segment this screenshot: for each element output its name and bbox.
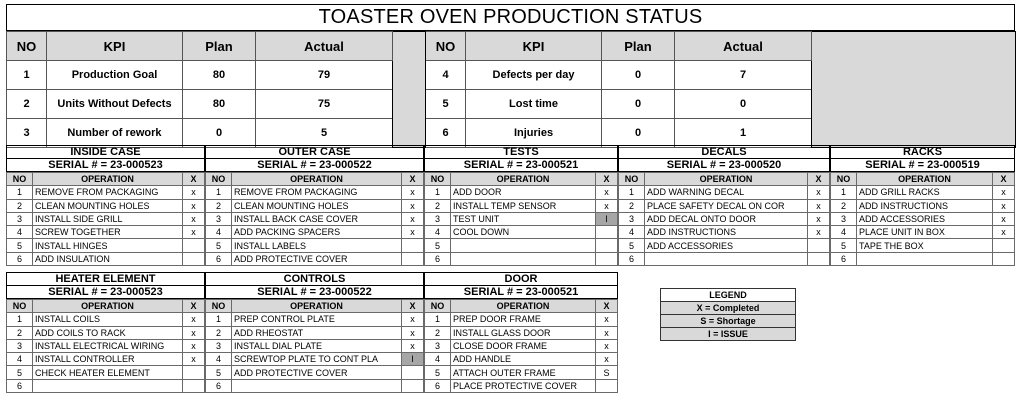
- serial-number: SERIAL # = 23-000522: [205, 285, 424, 299]
- operation-status: x: [183, 226, 205, 239]
- operation-number: 3: [425, 212, 451, 225]
- table-row: [206, 239, 424, 252]
- operation-status: [993, 252, 1015, 265]
- operation-number: 1: [619, 186, 645, 199]
- operation-number: 1: [425, 186, 451, 199]
- operation-name: PLACE UNIT IN BOX: [857, 226, 993, 239]
- operations-header-row: [206, 173, 424, 186]
- kpi-name: Number of rework: [47, 119, 183, 148]
- operation-status: [402, 252, 424, 265]
- operation-number: 5: [206, 366, 232, 379]
- operation-name: [33, 379, 183, 392]
- operation-number: 5: [619, 239, 645, 252]
- serial-number: SERIAL # = 23-000520: [618, 158, 830, 172]
- operation-number: 3: [206, 339, 232, 352]
- operation-status: x: [596, 353, 618, 366]
- section-controls: [205, 272, 424, 393]
- operation-status: [596, 226, 618, 239]
- kpi-no: 4: [426, 61, 466, 90]
- table-row: [425, 199, 618, 212]
- operation-number: 6: [425, 379, 451, 392]
- operation-name: ADD ACCESSORIES: [645, 239, 808, 252]
- table-row: [619, 199, 830, 212]
- operation-name: INSTALL BACK CASE COVER: [232, 212, 402, 225]
- operation-status: [596, 379, 618, 392]
- table-row: [425, 339, 618, 352]
- operation-number: 2: [425, 326, 451, 339]
- operation-name: ADD GRILL RACKS: [857, 186, 993, 199]
- operation-status: x: [183, 353, 205, 366]
- kpi-no: 3: [7, 119, 47, 148]
- header-no: NO: [7, 300, 33, 313]
- table-row: [206, 252, 424, 265]
- section-title: HEATER ELEMENT: [6, 272, 205, 285]
- table-row: [425, 353, 618, 366]
- kpi-header-plan: Plan: [602, 32, 675, 61]
- operation-number: 2: [619, 199, 645, 212]
- table-row: [7, 366, 205, 379]
- kpi-header-kpi: KPI: [47, 32, 183, 61]
- operations-table: [424, 299, 618, 393]
- table-row: [7, 239, 205, 252]
- kpi-right-block: [812, 32, 1016, 148]
- operation-number: 4: [425, 353, 451, 366]
- operations-table: [6, 172, 205, 266]
- table-row: [206, 326, 424, 339]
- section-tests: [424, 145, 618, 266]
- operation-name: INSTALL COILS: [33, 313, 183, 326]
- operation-name: ADD PACKING SPACERS: [232, 226, 402, 239]
- operation-status: I: [402, 353, 424, 366]
- operations-table: [424, 172, 618, 266]
- operation-status: x: [183, 339, 205, 352]
- table-row: [7, 226, 205, 239]
- section-title: DECALS: [618, 145, 830, 158]
- operation-status: [993, 239, 1015, 252]
- operation-name: INSTALL TEMP SENSOR: [451, 199, 596, 212]
- table-row: [425, 379, 618, 392]
- operation-number: 5: [425, 366, 451, 379]
- table-row: [425, 186, 618, 199]
- operation-name: INSTALL CONTROLLER: [33, 353, 183, 366]
- kpi-actual: 79: [256, 61, 393, 90]
- operation-number: 1: [425, 313, 451, 326]
- operation-name: INSTALL HINGES: [33, 239, 183, 252]
- operation-name: CLEAN MOUNTING HOLES: [232, 199, 402, 212]
- operation-name: PLACE SAFETY DECAL ON COR: [645, 199, 808, 212]
- operation-name: SCREWTOP PLATE TO CONT PLA: [232, 353, 402, 366]
- section-title: INSIDE CASE: [6, 145, 205, 158]
- header-status: X: [402, 173, 424, 186]
- kpi-actual: 5: [256, 119, 393, 148]
- section-title: OUTER CASE: [205, 145, 424, 158]
- kpi-divider-block: [393, 32, 426, 148]
- legend-issue: I = ISSUE: [661, 328, 796, 341]
- operation-status: [183, 252, 205, 265]
- operation-number: 6: [206, 252, 232, 265]
- header-status: X: [808, 173, 830, 186]
- operation-name: ADD INSTRUCTIONS: [645, 226, 808, 239]
- operation-number: 1: [7, 313, 33, 326]
- operation-status: [808, 252, 830, 265]
- operation-status: x: [183, 199, 205, 212]
- operation-status: x: [993, 199, 1015, 212]
- operation-name: ADD ACCESSORIES: [857, 212, 993, 225]
- kpi-name: Defects per day: [466, 61, 602, 90]
- operation-status: [402, 239, 424, 252]
- table-row: [831, 199, 1015, 212]
- operation-status: x: [596, 339, 618, 352]
- operation-status: [596, 252, 618, 265]
- kpi-header-actual: Actual: [675, 32, 812, 61]
- table-row: [206, 379, 424, 392]
- kpi-header-row: [7, 32, 1016, 61]
- kpi-table: [6, 31, 1016, 148]
- operation-status: x: [402, 212, 424, 225]
- header-no: NO: [425, 173, 451, 186]
- operation-status: x: [183, 326, 205, 339]
- operation-status: x: [993, 212, 1015, 225]
- table-row: [7, 326, 205, 339]
- operation-number: 6: [206, 379, 232, 392]
- legend-shortage: S = Shortage: [661, 315, 796, 328]
- table-row: [7, 186, 205, 199]
- table-row: [831, 226, 1015, 239]
- header-no: NO: [619, 173, 645, 186]
- serial-number: SERIAL # = 23-000521: [424, 158, 618, 172]
- operation-status: x: [402, 313, 424, 326]
- operation-number: 6: [425, 252, 451, 265]
- operation-number: 3: [206, 212, 232, 225]
- kpi-header-no: NO: [7, 32, 47, 61]
- operation-status: [402, 366, 424, 379]
- serial-number: SERIAL # = 23-000522: [205, 158, 424, 172]
- operation-number: 2: [206, 326, 232, 339]
- section-title: CONTROLS: [205, 272, 424, 285]
- operation-name: ADD DECAL ONTO DOOR: [645, 212, 808, 225]
- operation-name: [645, 252, 808, 265]
- operations-table: [205, 299, 424, 393]
- header-no: NO: [425, 300, 451, 313]
- header-status: X: [596, 173, 618, 186]
- table-row: [206, 226, 424, 239]
- operations-header-row: [7, 300, 205, 313]
- operation-name: SCREW TOGETHER: [33, 226, 183, 239]
- operations-table: [6, 299, 205, 393]
- operation-number: 3: [831, 212, 857, 225]
- operation-status: S: [596, 366, 618, 379]
- operation-name: ADD INSULATION: [33, 252, 183, 265]
- operations-header-row: [206, 300, 424, 313]
- operation-name: ADD RHEOSTAT: [232, 326, 402, 339]
- operation-number: 2: [425, 199, 451, 212]
- header-operation: OPERATION: [232, 300, 402, 313]
- kpi-no: 1: [7, 61, 47, 90]
- header-status: X: [993, 173, 1015, 186]
- kpi-actual: 75: [256, 90, 393, 119]
- table-row: [206, 186, 424, 199]
- operation-number: 1: [206, 186, 232, 199]
- operations-table: [205, 172, 424, 266]
- operation-name: INSTALL SIDE GRILL: [33, 212, 183, 225]
- operation-name: CLEAN MOUNTING HOLES: [33, 199, 183, 212]
- operation-name: PREP CONTROL PLATE: [232, 313, 402, 326]
- table-row: [206, 353, 424, 366]
- kpi-header-kpi: KPI: [466, 32, 602, 61]
- operation-number: 3: [7, 212, 33, 225]
- header-status: X: [183, 173, 205, 186]
- operation-status: x: [183, 313, 205, 326]
- operations-table: [618, 172, 830, 266]
- table-row: [206, 212, 424, 225]
- table-row: [425, 212, 618, 225]
- operation-status: x: [402, 226, 424, 239]
- header-status: X: [402, 300, 424, 313]
- operation-name: COOL DOWN: [451, 226, 596, 239]
- operation-name: INSTALL DIAL PLATE: [232, 339, 402, 352]
- kpi-header-no: NO: [426, 32, 466, 61]
- operation-number: 5: [206, 239, 232, 252]
- table-row: [425, 313, 618, 326]
- operation-name: PREP DOOR FRAME: [451, 313, 596, 326]
- operation-name: CLOSE DOOR FRAME: [451, 339, 596, 352]
- operation-name: ADD INSTRUCTIONS: [857, 199, 993, 212]
- kpi-actual: 7: [675, 61, 812, 90]
- kpi-no: 2: [7, 90, 47, 119]
- header-no: NO: [7, 173, 33, 186]
- table-row: [425, 252, 618, 265]
- kpi-actual: 1: [675, 119, 812, 148]
- section-outer-case: [205, 145, 424, 266]
- table-row: [425, 239, 618, 252]
- kpi-plan: 0: [602, 119, 675, 148]
- table-row: [425, 226, 618, 239]
- header-status: X: [183, 300, 205, 313]
- operation-number: 2: [831, 199, 857, 212]
- operation-name: [451, 252, 596, 265]
- kpi-no: 5: [426, 90, 466, 119]
- operation-number: 6: [7, 379, 33, 392]
- serial-number: SERIAL # = 23-000519: [830, 158, 1015, 172]
- operation-number: 4: [425, 226, 451, 239]
- table-row: [831, 252, 1015, 265]
- header-operation: OPERATION: [857, 173, 993, 186]
- table-row: [619, 252, 830, 265]
- header-operation: OPERATION: [451, 173, 596, 186]
- table-row: [7, 212, 205, 225]
- operation-status: [183, 366, 205, 379]
- operation-name: ATTACH OUTER FRAME: [451, 366, 596, 379]
- serial-number: SERIAL # = 23-000523: [6, 285, 205, 299]
- table-row: [7, 199, 205, 212]
- operation-status: x: [808, 226, 830, 239]
- operation-name: INSTALL LABELS: [232, 239, 402, 252]
- operation-status: x: [183, 212, 205, 225]
- operation-number: 4: [7, 353, 33, 366]
- section-decals: [618, 145, 830, 266]
- table-row: [425, 366, 618, 379]
- kpi-header-plan: Plan: [183, 32, 256, 61]
- operation-number: 1: [831, 186, 857, 199]
- operation-status: x: [596, 313, 618, 326]
- table-row: [619, 212, 830, 225]
- header-operation: OPERATION: [232, 173, 402, 186]
- header-status: X: [596, 300, 618, 313]
- operation-name: REMOVE FROM PACKAGING: [33, 186, 183, 199]
- operation-name: ADD HANDLE: [451, 353, 596, 366]
- operation-name: CHECK HEATER ELEMENT: [33, 366, 183, 379]
- kpi-plan: 0: [183, 119, 256, 148]
- operations-header-row: [425, 300, 618, 313]
- kpi-plan: 80: [183, 90, 256, 119]
- operation-number: 5: [7, 366, 33, 379]
- operation-name: [232, 379, 402, 392]
- table-row: [7, 379, 205, 392]
- section-title: DOOR: [424, 272, 618, 285]
- kpi-name: Production Goal: [47, 61, 183, 90]
- operation-name: ADD DOOR: [451, 186, 596, 199]
- operation-number: 3: [7, 339, 33, 352]
- operation-number: 3: [425, 339, 451, 352]
- operation-name: INSTALL ELECTRICAL WIRING: [33, 339, 183, 352]
- operation-number: 4: [206, 353, 232, 366]
- operation-number: 6: [7, 252, 33, 265]
- operation-number: 6: [831, 252, 857, 265]
- kpi-name: Injuries: [466, 119, 602, 148]
- operation-status: [596, 239, 618, 252]
- operations-header-row: [7, 173, 205, 186]
- kpi-name: Units Without Defects: [47, 90, 183, 119]
- operation-status: x: [808, 212, 830, 225]
- kpi-plan: 0: [602, 61, 675, 90]
- header-operation: OPERATION: [33, 173, 183, 186]
- operation-number: 5: [7, 239, 33, 252]
- kpi-no: 6: [426, 119, 466, 148]
- kpi-plan: 0: [602, 90, 675, 119]
- section-heater-element: [6, 272, 205, 393]
- table-row: [831, 239, 1015, 252]
- operation-status: x: [402, 199, 424, 212]
- operation-number: 4: [831, 226, 857, 239]
- operation-number: 4: [7, 226, 33, 239]
- operation-name: ADD WARNING DECAL: [645, 186, 808, 199]
- page-title: TOASTER OVEN PRODUCTION STATUS: [6, 4, 1015, 31]
- operation-number: 2: [206, 199, 232, 212]
- operation-number: 3: [619, 212, 645, 225]
- table-row: [619, 226, 830, 239]
- kpi-plan: 80: [183, 61, 256, 90]
- operation-name: [857, 252, 993, 265]
- kpi-actual: 0: [675, 90, 812, 119]
- table-row: [619, 186, 830, 199]
- operation-name: ADD PROTECTIVE COVER: [232, 252, 402, 265]
- legend: [660, 288, 796, 341]
- serial-number: SERIAL # = 23-000521: [424, 285, 618, 299]
- serial-number: SERIAL # = 23-000523: [6, 158, 205, 172]
- operations-header-row: [831, 173, 1015, 186]
- operation-status: x: [596, 186, 618, 199]
- header-operation: OPERATION: [33, 300, 183, 313]
- table-row: [831, 212, 1015, 225]
- header-no: NO: [206, 173, 232, 186]
- operation-name: ADD COILS TO RACK: [33, 326, 183, 339]
- operation-number: 1: [7, 186, 33, 199]
- operation-name: [451, 239, 596, 252]
- table-row: [619, 239, 830, 252]
- operation-name: PLACE PROTECTIVE COVER: [451, 379, 596, 392]
- operations-table: [830, 172, 1015, 266]
- section-inside-case: [6, 145, 205, 266]
- operations-header-row: [425, 173, 618, 186]
- operation-status: x: [402, 326, 424, 339]
- table-row: [7, 252, 205, 265]
- table-row: [7, 313, 205, 326]
- operation-number: 1: [206, 313, 232, 326]
- operation-status: x: [402, 186, 424, 199]
- operations-header-row: [619, 173, 830, 186]
- header-no: NO: [831, 173, 857, 186]
- table-row: [831, 186, 1015, 199]
- operation-status: [183, 379, 205, 392]
- operation-status: x: [808, 186, 830, 199]
- section-door: [424, 272, 618, 393]
- legend-completed: X = Completed: [661, 302, 796, 315]
- operation-status: x: [183, 186, 205, 199]
- operation-status: x: [993, 186, 1015, 199]
- table-row: [7, 353, 205, 366]
- table-row: [425, 326, 618, 339]
- operation-status: [402, 379, 424, 392]
- operation-number: 2: [7, 326, 33, 339]
- operation-name: TAPE THE BOX: [857, 239, 993, 252]
- operation-status: [808, 239, 830, 252]
- legend-title: LEGEND: [661, 289, 796, 302]
- table-row: [206, 339, 424, 352]
- table-row: [206, 199, 424, 212]
- operation-name: INSTALL GLASS DOOR: [451, 326, 596, 339]
- table-row: [206, 313, 424, 326]
- operation-number: 2: [7, 199, 33, 212]
- operation-name: ADD PROTECTIVE COVER: [232, 366, 402, 379]
- header-operation: OPERATION: [645, 173, 808, 186]
- section-racks: [830, 145, 1015, 266]
- table-row: [206, 366, 424, 379]
- header-no: NO: [206, 300, 232, 313]
- operation-number: 4: [619, 226, 645, 239]
- operation-name: REMOVE FROM PACKAGING: [232, 186, 402, 199]
- section-title: TESTS: [424, 145, 618, 158]
- table-row: [7, 339, 205, 352]
- operation-number: 5: [425, 239, 451, 252]
- operation-status: x: [993, 226, 1015, 239]
- kpi-name: Lost time: [466, 90, 602, 119]
- kpi-header-actual: Actual: [256, 32, 393, 61]
- operation-name: TEST UNIT: [451, 212, 596, 225]
- section-title: RACKS: [830, 145, 1015, 158]
- operation-number: 5: [831, 239, 857, 252]
- operation-number: 4: [206, 226, 232, 239]
- operation-status: x: [402, 339, 424, 352]
- header-operation: OPERATION: [451, 300, 596, 313]
- operation-status: [183, 239, 205, 252]
- operation-status: x: [808, 199, 830, 212]
- operation-status: x: [596, 199, 618, 212]
- operation-number: 6: [619, 252, 645, 265]
- operation-status: x: [596, 326, 618, 339]
- operation-status: I: [596, 212, 618, 225]
